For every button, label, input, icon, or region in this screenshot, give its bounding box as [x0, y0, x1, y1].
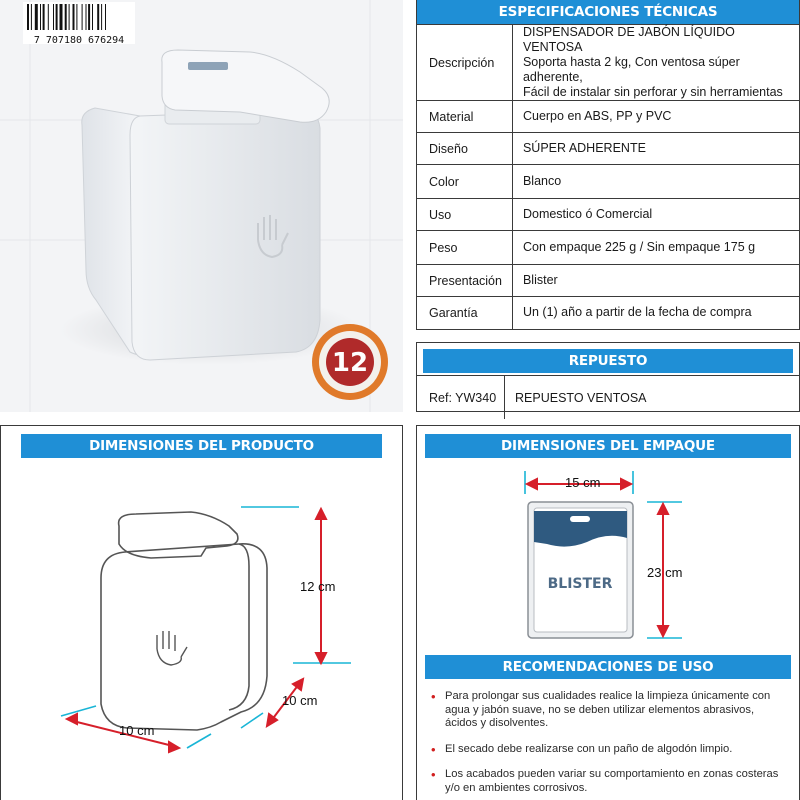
repuesto-ref-value: REPUESTO VENTOSA [515, 390, 647, 405]
spec-value-line: Blister [522, 273, 558, 287]
product-dimensions-title: DIMENSIONES DEL PRODUCTO [21, 434, 382, 458]
repuesto-row [417, 375, 799, 419]
spec-row [417, 297, 799, 329]
bullet-icon: • [431, 767, 436, 782]
spec-key: Presentación [417, 265, 512, 297]
spec-value [512, 101, 799, 133]
recommendation-item: • El secado debe realizarse con un paño de algodón limpio. [431, 741, 733, 757]
spec-row [417, 199, 799, 231]
spec-value [512, 231, 799, 265]
spec-value-line: Con empaque 225 g / Sin empaque 175 g [522, 240, 756, 254]
spec-key: Material [417, 101, 512, 133]
spec-value-line: Fácil de instalar sin perforar y sin herramientas [522, 85, 783, 99]
product-height-label: 12 cm [300, 579, 336, 594]
spec-value [512, 165, 799, 199]
repuesto-title: REPUESTO [423, 349, 793, 373]
specs-title: ESPECIFICACIONES TÉCNICAS [417, 0, 799, 24]
product-illustration [0, 0, 403, 412]
specs-panel [416, 0, 800, 330]
recommendation-item: • Para prolongar sus cualidades realice la limpieza únicamente con agua y jabón suave, no se deben utilizar elementos abrasivos, ácidos y disolventes. [431, 689, 771, 729]
barcode [23, 2, 135, 44]
spec-key: Color [417, 165, 512, 199]
blister-package [528, 502, 633, 638]
product-outline-diagram [1, 426, 404, 800]
product-dimensions-panel [0, 425, 403, 800]
package-dimensions-title: DIMENSIONES DEL EMPAQUE [425, 434, 791, 458]
recommendation-item: • Los acabados pueden variar su comportamiento en zonas costeras y/o en ambientes corrosivos. [431, 767, 779, 794]
spec-value-line: Un (1) año a partir de la fecha de compra [522, 305, 752, 320]
spec-key: Peso [417, 231, 512, 265]
product-width-label: 10 cm [119, 723, 155, 738]
barcode-bars-icon [23, 2, 135, 32]
spec-row [417, 101, 799, 133]
repuesto-ref-key: Ref: YW340 [417, 376, 505, 419]
product-depth-label: 10 cm [282, 693, 318, 708]
spec-key: Garantía [417, 297, 512, 329]
recommendations-title: RECOMENDACIONES DE USO [425, 655, 791, 679]
spec-value-line: Domestico ó Comercial [522, 207, 653, 221]
package-width-label: 15 cm [565, 475, 601, 490]
spec-row [417, 165, 799, 199]
recommendations-list [431, 690, 785, 800]
spec-value [512, 25, 799, 101]
product-image-panel [0, 0, 403, 412]
barcode-digits: 7 707180 676294 [33, 35, 125, 46]
package-dimensions-panel [416, 425, 800, 800]
spec-key: Descripción [417, 25, 512, 101]
spec-value [512, 199, 799, 231]
warranty-badge [312, 324, 388, 400]
spec-value-line: SÚPER ADHERENTE [522, 141, 646, 155]
spec-row [417, 231, 799, 265]
spec-value-line: Blanco [522, 174, 562, 188]
spec-row [417, 25, 799, 101]
spec-value-line: Soporta hasta 2 kg, Con ventosa súper adherente, [522, 55, 740, 84]
repuesto-panel [416, 342, 800, 412]
blister-diagram [417, 426, 800, 656]
spec-key: Uso [417, 199, 512, 231]
spec-value-line: DISPENSADOR DE JABÓN LÍQUIDO VENTOSA [522, 25, 735, 54]
spec-value [512, 133, 799, 165]
specs-table [417, 24, 799, 329]
spec-value [512, 265, 799, 297]
bullet-icon: • [431, 741, 436, 757]
package-height-label: 23 cm [647, 565, 683, 580]
bullet-icon: • [431, 689, 436, 704]
spec-key: Diseño [417, 133, 512, 165]
svg-text:12: 12 [331, 348, 369, 378]
spec-row [417, 265, 799, 297]
svg-text:BLISTER: BLISTER [547, 576, 613, 592]
spec-value-line: Cuerpo en ABS, PP y PVC [522, 109, 672, 123]
spec-row [417, 133, 799, 165]
spec-value [512, 297, 799, 329]
